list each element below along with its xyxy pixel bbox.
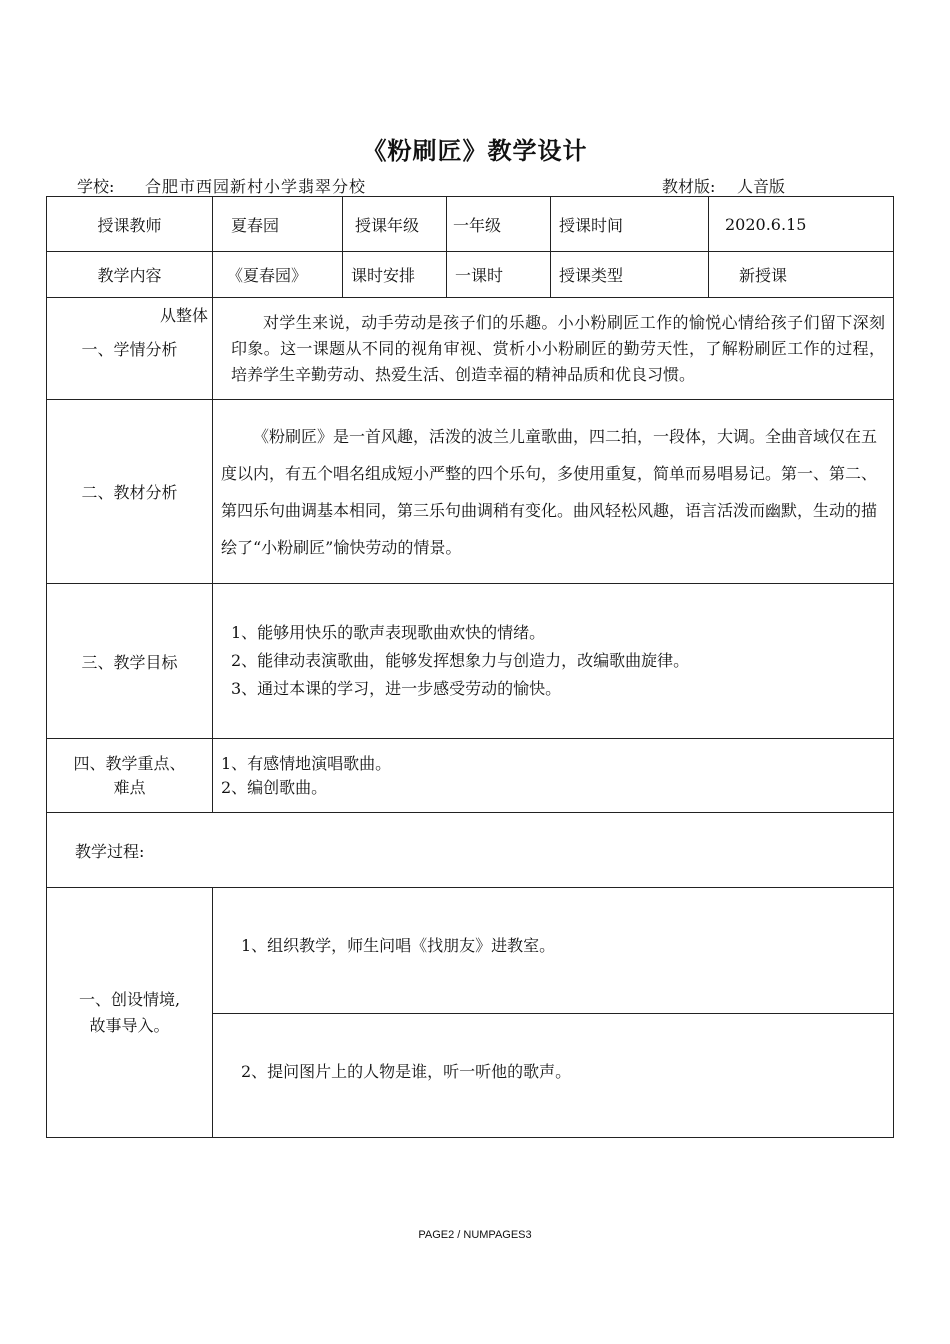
stage1-label-line1: 一、创设情境, <box>78 989 181 1009</box>
page-footer: PAGE2 / NUMPAGES3 <box>418 1229 532 1241</box>
learner-analysis-label: 一、学情分析 <box>81 340 178 359</box>
type-label: 授课类型 <box>551 252 709 298</box>
key-points-row <box>47 739 894 813</box>
type-value: 新授课 <box>709 252 894 298</box>
key-points-label-line1: 四、教学重点、 <box>73 753 186 773</box>
key-points-label-cell <box>47 739 213 813</box>
key-point-item: 2、编创歌曲。 <box>221 777 328 797</box>
school-name: 合肥市西园新村小学翡翠分校 <box>145 177 367 196</box>
learner-prefix: 从整体 <box>159 306 208 325</box>
learner-analysis-row <box>47 298 894 400</box>
teaching-goals-label: 三、教学目标 <box>47 584 213 739</box>
info-row-1 <box>47 197 894 252</box>
process-header-row <box>47 813 894 888</box>
grade-label: 授课年级 <box>343 197 447 252</box>
process-label: 教学过程: <box>47 813 894 888</box>
grade-value: 一年级 <box>447 197 551 252</box>
stage1-step2: 2、提问图片上的人物是谁，听一听他的歌声。 <box>213 1014 894 1138</box>
teacher-value: 夏春园 <box>213 197 343 252</box>
edition-value: 人音版 <box>737 177 786 196</box>
stage1-label-cell <box>47 888 213 1138</box>
goal-item: 1、能够用快乐的歌声表现歌曲欢快的情绪。 <box>231 623 546 642</box>
goal-item: 2、能律动表演歌曲，能够发挥想象力与创造力，改编歌曲旋律。 <box>231 651 690 670</box>
key-point-item: 1、有感情地演唱歌曲。 <box>221 753 392 773</box>
key-points-list <box>213 739 894 813</box>
time-label: 授课时间 <box>551 197 709 252</box>
period-value: 一课时 <box>447 252 551 298</box>
material-analysis-label: 二、教材分析 <box>47 400 213 584</box>
content-value: 《夏春园》 <box>213 252 343 298</box>
process-stage1-row-a <box>47 888 894 1014</box>
material-analysis-row <box>47 400 894 584</box>
lesson-plan-table <box>46 196 894 1138</box>
time-value: 2020.6.15 <box>709 197 894 252</box>
teacher-label: 授课教师 <box>47 197 213 252</box>
edition-label: 教材版: <box>662 177 716 196</box>
teaching-goals-row <box>47 584 894 739</box>
teaching-goals-list <box>213 584 894 739</box>
stage1-step1: 1、组织教学，师生问唱《找朋友》进教室。 <box>213 888 894 1014</box>
goal-item: 3、通过本课的学习，进一步感受劳动的愉快。 <box>231 679 562 698</box>
period-label: 课时安排 <box>343 252 447 298</box>
content-label: 教学内容 <box>47 252 213 298</box>
material-analysis-text: 《粉刷匠》是一首风趣，活泼的波兰儿童歌曲，四二拍，一段体，大调。全曲音域仅在五度以内，有五个唱名组成短小严整的四个乐句，多使用重复，简单而易唱易记。第一、第二、第四乐句曲调基本相同，第三乐句曲调稍有变化。曲风轻松风趣，语言活泼而幽默，生动的描绘了“小粉刷匠”愉快劳动的情景。 <box>213 400 894 584</box>
document-title: 《粉刷匠》教学设计 <box>362 137 588 165</box>
school-label: 学校: <box>77 177 115 196</box>
stage1-label-line2: 故事导入。 <box>89 1015 170 1035</box>
learner-analysis-text: 对学生来说，动手劳动是孩子们的乐趣。小小粉刷匠工作的愉悦心情给孩子们留下深刻印象。这一课题从不同的视角审视、赏析小小粉刷匠的勤劳天性，了解粉刷匠工作的过程，培养学生辛勤劳动、热爱生活、创造幸福的精神品质和优良习惯。 <box>213 298 894 400</box>
learner-analysis-label-cell <box>47 298 213 400</box>
key-points-label-line2: 难点 <box>113 777 146 797</box>
info-row-2 <box>47 252 894 298</box>
